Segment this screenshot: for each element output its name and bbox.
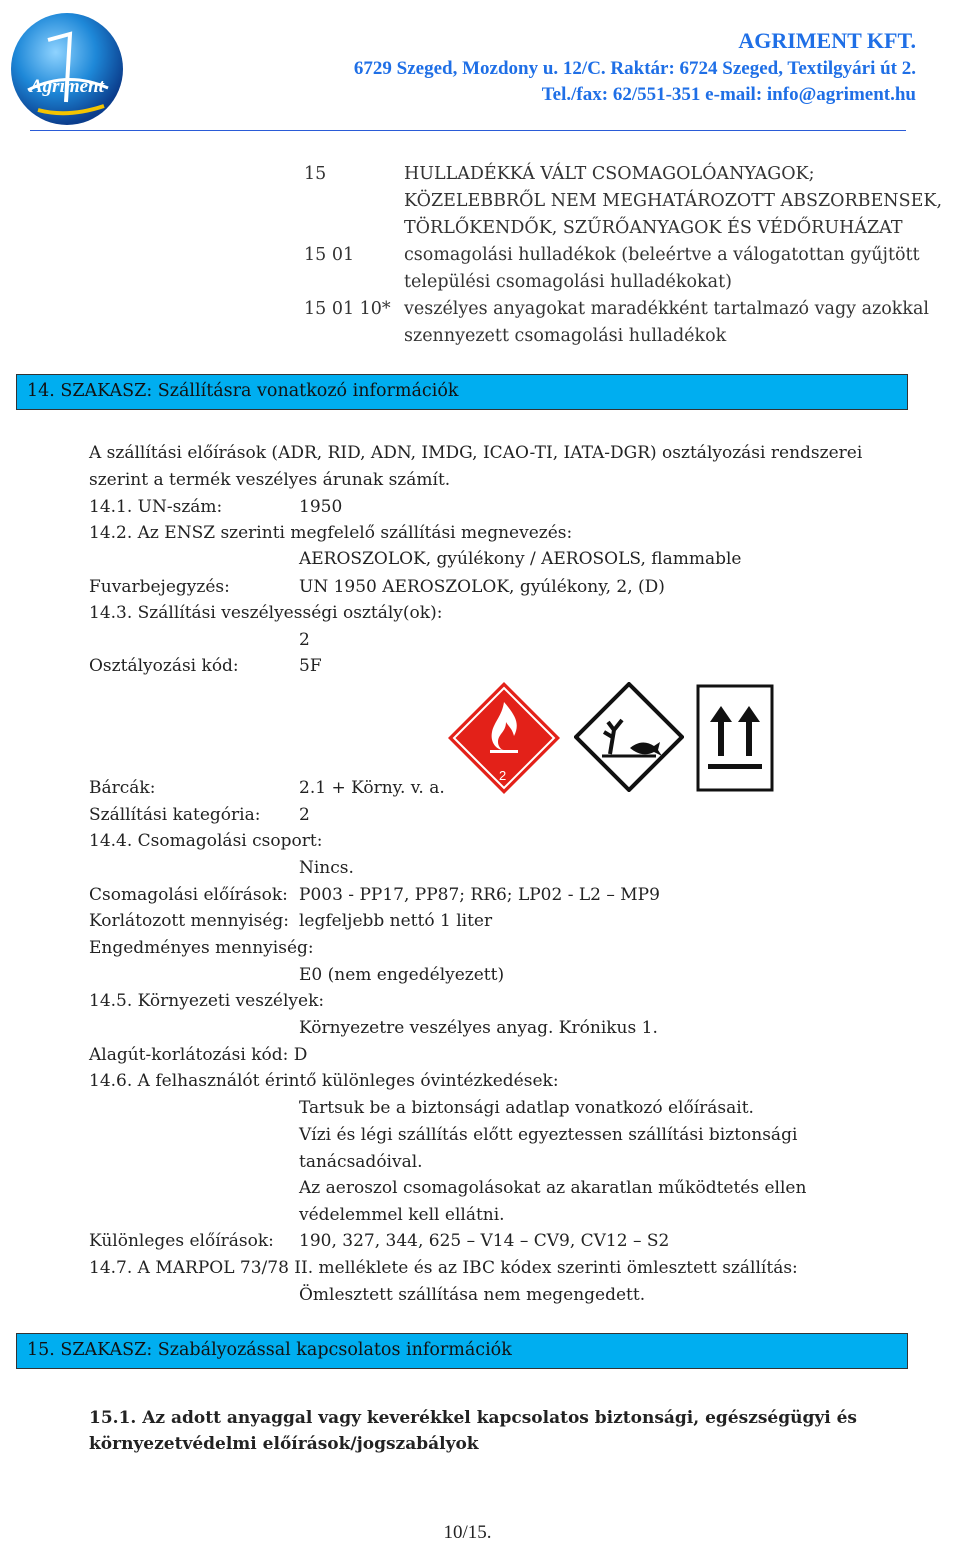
shipping-name-value: AEROSZOLOK, gyúlékony / AEROSOLS, flammable — [299, 549, 742, 569]
special-precaution-line: Vízi és légi szállítás előtt egyeztessen szállítási biztonsági — [299, 1125, 798, 1145]
waste-description-line: TÖRLŐKENDŐK, SZŰRŐANYAGOK ÉS VÉDŐRUHÁZAT — [404, 218, 903, 238]
regulations-subheading: 15.1. Az adott anyaggal vagy keverékkel kapcsolatos biztonsági, egészségügyi és — [89, 1408, 858, 1428]
logo-text: Agriment — [30, 76, 104, 97]
special-precaution-line: Az aeroszol csomagolásokat az akaratlan működtetés ellen — [299, 1178, 807, 1198]
transport-category-label: Szállítási kategória: — [89, 805, 261, 825]
page-number: 10/15. — [443, 1522, 492, 1543]
environmental-hazards-label: 14.5. Környezeti veszélyek: — [89, 991, 325, 1011]
fuvarbejegyzes-label: Fuvarbejegyzés: — [89, 577, 230, 597]
this-way-up-pictogram — [696, 684, 774, 792]
placard-class-number: 2 — [499, 768, 507, 783]
marpol-value: Ömlesztett szállítása nem megengedett. — [299, 1285, 646, 1305]
waste-code: 15 — [304, 164, 327, 184]
special-precaution-line: Tartsuk be a biztonsági adatlap vonatkozó előírásait. — [299, 1098, 754, 1118]
special-provisions-label: Különleges előírások: — [89, 1231, 274, 1251]
limited-quantity-value: legfeljebb nettó 1 liter — [299, 911, 493, 931]
regulations-subheading: környezetvédelmi előírások/jogszabályok — [89, 1434, 479, 1454]
fuvarbejegyzes-value: UN 1950 AEROSZOLOK, gyúlékony, 2, (D) — [299, 577, 665, 597]
transport-category-value: 2 — [299, 805, 310, 825]
environmental-hazards-value: Környezetre veszélyes anyag. Krónikus 1. — [299, 1018, 658, 1038]
special-precautions-label: 14.6. A felhasználót érintő különleges óvintézkedések: — [89, 1071, 559, 1091]
packing-group-value: Nincs. — [299, 858, 354, 878]
dead-tree-fish-icon — [574, 682, 684, 792]
transport-intro: A szállítási előírások (ADR, RID, ADN, IMDG, ICAO-TI, IATA-DGR) osztályozási rendszerei — [89, 443, 863, 463]
excepted-quantity-value: E0 (nem engedélyezett) — [299, 965, 505, 985]
special-precaution-line: tanácsadóival. — [299, 1152, 423, 1172]
packing-group-label: 14.4. Csomagolási csoport: — [89, 831, 323, 851]
section-14-title: 14. SZAKASZ: Szállításra vonatkozó információk — [27, 381, 459, 401]
labels-label: Bárcák: — [89, 778, 156, 798]
un-number-value: 1950 — [299, 497, 343, 517]
company-logo — [8, 10, 126, 128]
company-name: AGRIMENT KFT. — [738, 28, 916, 53]
company-contact: Tel./fax: 62/551-351 e-mail: info@agriment.hu — [541, 84, 916, 105]
limited-quantity-label: Korlátozott mennyiség: — [89, 911, 290, 931]
excepted-quantity-label: Engedményes mennyiség: — [89, 938, 314, 958]
classification-code-value: 5F — [299, 656, 322, 676]
waste-code: 15 01 — [304, 245, 355, 265]
special-precaution-line: védelemmel kell ellátni. — [299, 1205, 505, 1225]
waste-description-line: KÖZELEBBRŐL NEM MEGHATÁROZOTT ABSZORBENSEK, — [404, 191, 943, 211]
company-address: 6729 Szeged, Mozdony u. 12/C. Raktár: 6724 Szeged, Textilgyári út 2. — [353, 58, 916, 79]
waste-code: 15 01 10* — [304, 299, 391, 319]
classification-code-label: Osztályozási kód: — [89, 656, 239, 676]
waste-description-line: csomagolási hulladékok (beleértve a válogatottan gyűjtött — [404, 245, 920, 265]
shipping-name-label: 14.2. Az ENSZ szerinti megfelelő szállítási megnevezés: — [89, 523, 573, 543]
marpol-label: 14.7. A MARPOL 73/78 II. melléklete és az IBC kódex szerinti ömlesztett szállítás: — [89, 1258, 798, 1278]
un-number-label: 14.1. UN-szám: — [89, 497, 223, 517]
special-provisions-value: 190, 327, 344, 625 – V14 – CV9, CV12 – S2 — [299, 1231, 670, 1251]
flammable-gas-placard — [446, 680, 562, 796]
waste-description-line: szennyezett csomagolási hulladékok — [404, 326, 727, 346]
labels-value: 2.1 + Körny. v. a. — [299, 778, 445, 798]
tunnel-code: Alagút-korlátozási kód: D — [89, 1045, 308, 1065]
up-arrows-icon — [696, 684, 774, 792]
waste-description-line: HULLADÉKKÁ VÁLT CSOMAGOLÓANYAGOK; — [404, 164, 815, 184]
logo-globe-icon — [8, 10, 126, 128]
section-15-header — [16, 1333, 908, 1369]
waste-description-line: veszélyes anyagokat maradékként tartalmazó vagy azokkal — [404, 299, 930, 319]
header-divider — [30, 130, 906, 131]
section-14-header — [16, 374, 908, 410]
packing-instructions-value: P003 - PP17, PP87; RR6; LP02 - L2 – MP9 — [299, 885, 660, 905]
transport-intro: szerint a termék veszélyes árunak számít. — [89, 470, 451, 490]
packing-instructions-label: Csomagolási előírások: — [89, 885, 288, 905]
waste-description-line: települési csomagolási hulladékokat) — [404, 272, 732, 292]
hazard-class-label: 14.3. Szállítási veszélyességi osztály(ok): — [89, 603, 443, 623]
section-15-title: 15. SZAKASZ: Szabályozással kapcsolatos információk — [27, 1340, 512, 1360]
environment-hazard-pictogram — [574, 682, 684, 792]
hazard-class-value: 2 — [299, 630, 310, 650]
